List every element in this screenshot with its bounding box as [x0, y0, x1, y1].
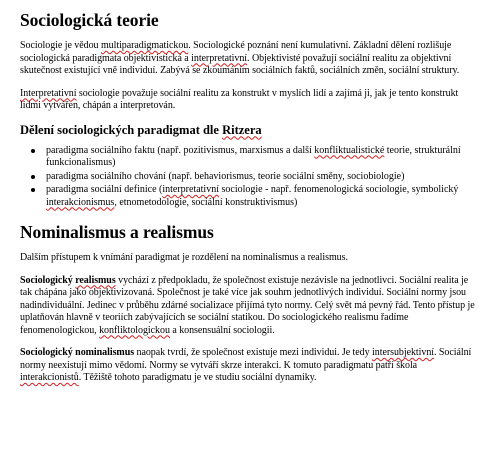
text: paradigma sociálního faktu (např. pozitivismus, marxismus a další: [46, 144, 315, 156]
spellcheck-word: konfliktualistické: [314, 144, 385, 156]
spellcheck-word: Ritzera: [222, 122, 262, 137]
text: . Sociální normy neexistují mimo vědomí. Normy se vytváří skrze interakci. K tomuto paradigmatu patří škola: [20, 347, 472, 371]
paragraph-nominalism: [20, 347, 475, 385]
list-item: [46, 145, 475, 170]
bold-term: Sociologický: [20, 274, 76, 286]
paragraph-realism: [20, 275, 475, 338]
list-item: paradigma sociálního chování (např. behaviorismus, teorie sociální směny, sociobiologie): [46, 171, 475, 184]
spellcheck-word: konfliktologickou: [99, 324, 170, 336]
document-page: [20, 0, 475, 395]
text: . Těžiště tohoto paradigmatu je ve studiu sociální dynamiky.: [78, 372, 317, 383]
text: sociologie - např. fenomenologická sociologie, symbolický: [219, 184, 459, 195]
text: teorie, strukturální funkcionalismus): [46, 144, 461, 168]
list-item: [46, 184, 475, 209]
spellcheck-word: realismus: [75, 274, 116, 286]
heading-sociologicka-teorie: Sociologická teorie: [20, 10, 159, 30]
heading-nominalismus-realismus: Nominalismus a realismus: [20, 222, 214, 242]
bold-term: Sociologický nominalismus: [20, 347, 135, 358]
paragraph-approach: Dalším přístupem k vnímání paradigmat je rozdělení na nominalismus a realismus.: [20, 252, 348, 263]
spellcheck-word: multiparadigmatickou: [100, 40, 189, 51]
paragraph-intro: [20, 40, 475, 78]
paradigm-list: [20, 145, 475, 210]
spellcheck-word: interpretativní: [191, 52, 248, 64]
text: Dělení sociologických paradigmat dle: [20, 122, 223, 137]
text: a konsensuální sociologii.: [169, 324, 275, 336]
text: . Sociologické poznání není kumulativní. Základní dělení rozlišuje sociologická paradigmata objektivistická a: [20, 40, 452, 64]
text: , etnometodologie, sociální konstruktivismus): [114, 196, 298, 208]
spellcheck-word: intersubjektivní: [372, 347, 434, 358]
text: paradigma sociální definice (: [46, 184, 163, 195]
spellcheck-word: Interpretativní: [20, 87, 77, 99]
text: sociologie považuje sociální realitu za konstrukt v myslích lidí a zajímá ji, jak je tento konstrukt lidmi vytvářen, chápán a interpretován.: [20, 87, 459, 111]
text: Sociologie je vědou: [20, 40, 101, 51]
text: vychází z předpokladu, že společnost existuje nezávisle na jednotlivci. Sociální realita je tak chápána jako objektivizovaná. Společnost je také více jak souhrn jednotlivých individuí. Sociální normy jsou nadindividuální. Jedinec v průběhu zdárné socializace přijímá tyto normy. Celý svět má pevný řád. Tento přístup je uplatňován hlavně v teoriích zabývajících se sociální statikou. Do sociologického realismu řadíme fenomenologickou,: [20, 274, 475, 336]
paragraph-interpretative: [20, 88, 475, 113]
text: naopak tvrdí, že společnost existuje mezi individui. Je tedy: [134, 347, 373, 358]
spellcheck-word: interpretativní: [162, 184, 219, 195]
spellcheck-word: interakcionistů: [20, 372, 79, 383]
spellcheck-word: interakcionismus: [46, 196, 115, 208]
text: . Objektivisté považují sociální realitu za objektivní skutečnost existující vně individuí. Zabývá se zkoumáním sociálních faktů, sociálních změn, sociální struktury.: [20, 52, 460, 76]
subheading-paradigms: [20, 123, 475, 138]
